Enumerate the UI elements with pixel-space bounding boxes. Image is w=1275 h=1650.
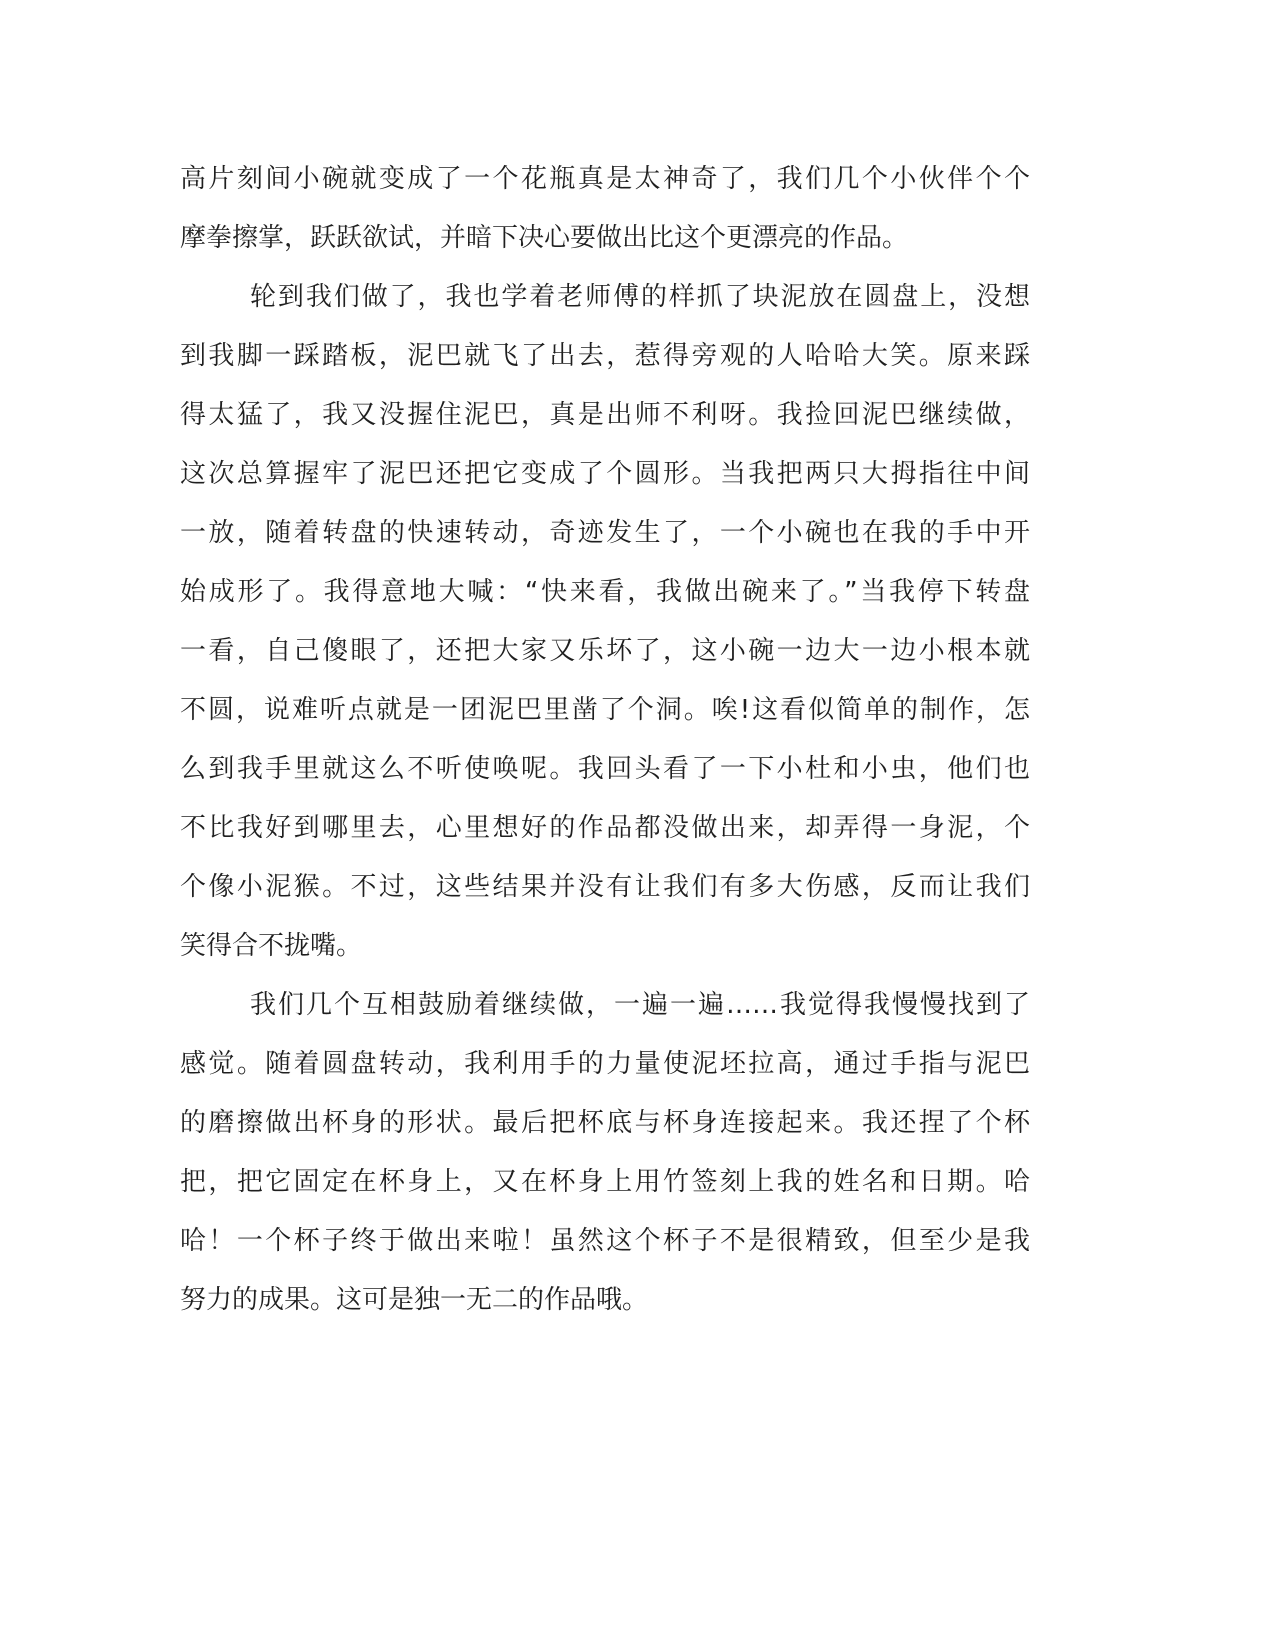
paragraph-1-line-2: 摩拳擦掌，跃跃欲试，并暗下决心要做出比这个更漂亮的作品。 [180, 223, 909, 253]
paragraph-3-line-3: 的磨擦做出杯身的形状。最后把杯底与杯身连接起来。我还捏了个杯 [180, 1108, 1030, 1138]
paragraph-2-line-10: 不比我好到哪里去，心里想好的作品都没做出来，却弄得一身泥，个 [180, 813, 1030, 843]
paragraph-3-line-6: 努力的成果。这可是独一无二的作品哦。 [180, 1285, 649, 1315]
paragraph-2-line-8: 不圆，说难听点就是一团泥巴里凿了个洞。唉!这看似简单的制作，怎 [180, 695, 1030, 725]
paragraph-2-line-11: 个像小泥猴。不过，这些结果并没有让我们有多大伤感，反而让我们 [180, 872, 1030, 902]
paragraph-2-line-1: 轮到我们做了，我也学着老师傅的样抓了块泥放在圆盘上，没想 [250, 282, 1030, 312]
paragraph-2-line-4: 这次总算握牢了泥巴还把它变成了个圆形。当我把两只大拇指往中间 [180, 459, 1030, 489]
document-body [180, 150, 1030, 1330]
paragraph-2-line-6: 始成形了。我得意地大喊：“快来看，我做出碗来了。”当我停下转盘 [180, 577, 1030, 607]
paragraph-3-line-4: 把，把它固定在杯身上，又在杯身上用竹签刻上我的姓名和日期。哈 [180, 1167, 1030, 1197]
paragraph-2-line-7: 一看，自己傻眼了，还把大家又乐坏了，这小碗一边大一边小根本就 [180, 636, 1030, 666]
paragraph-1-line-1: 高片刻间小碗就变成了一个花瓶真是太神奇了，我们几个小伙伴个个 [180, 164, 1030, 194]
paragraph-2-line-12: 笑得合不拢嘴。 [180, 931, 363, 961]
paragraph-3-line-1: 我们几个互相鼓励着继续做，一遍一遍……我觉得我慢慢找到了 [250, 990, 1030, 1020]
paragraph-2-line-5: 一放，随着转盘的快速转动，奇迹发生了，一个小碗也在我的手中开 [180, 518, 1030, 548]
paragraph-3-line-2: 感觉。随着圆盘转动，我利用手的力量使泥坯拉高，通过手指与泥巴 [180, 1049, 1030, 1079]
paragraph-2-line-2: 到我脚一踩踏板，泥巴就飞了出去，惹得旁观的人哈哈大笑。原来踩 [180, 341, 1030, 371]
paragraph-3-line-5: 哈！一个杯子终于做出来啦！虽然这个杯子不是很精致，但至少是我 [180, 1226, 1030, 1256]
paragraph-2-line-9: 么到我手里就这么不听使唤呢。我回头看了一下小杜和小虫，他们也 [180, 754, 1030, 784]
paragraph-2-line-3: 得太猛了，我又没握住泥巴，真是出师不利呀。我捡回泥巴继续做， [180, 400, 1030, 430]
